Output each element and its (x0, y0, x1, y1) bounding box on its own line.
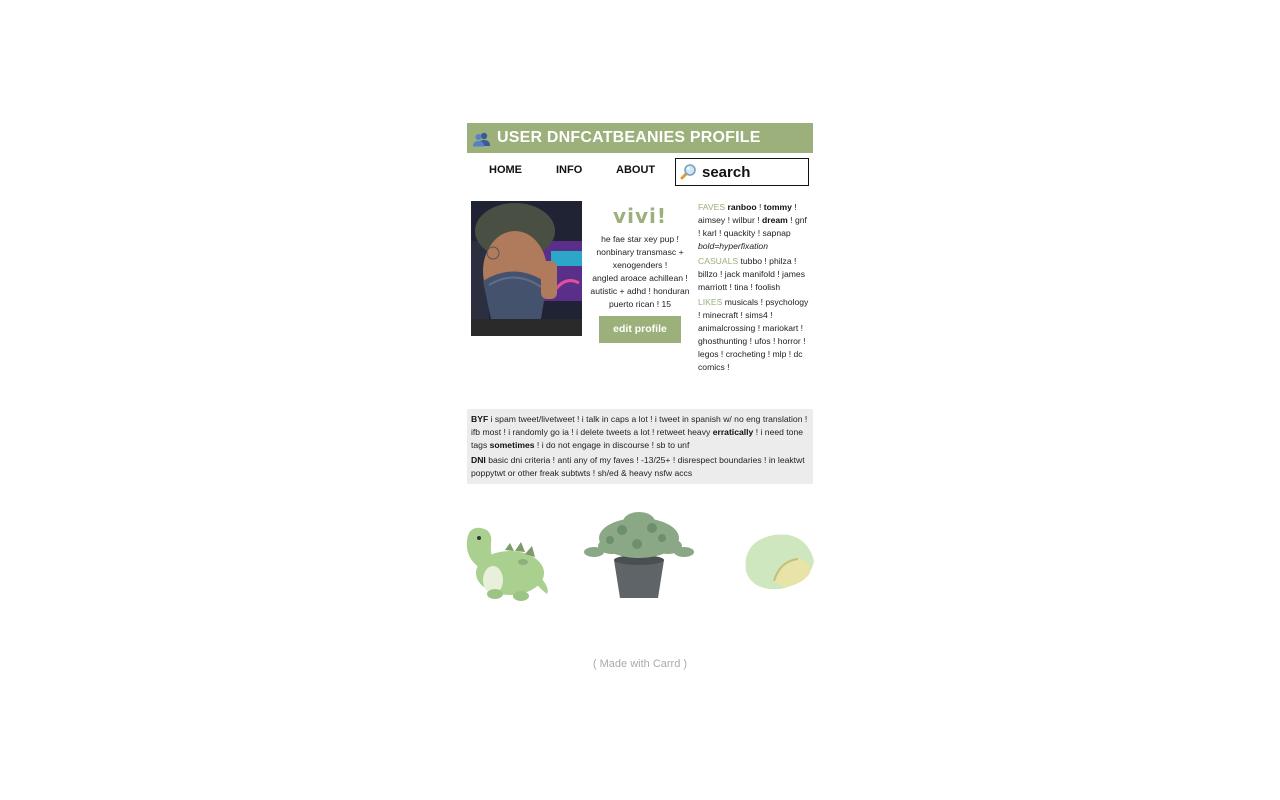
nav-home-link[interactable]: HOME (489, 164, 522, 176)
byf-section (471, 413, 809, 452)
edit-profile-button[interactable]: edit profile (599, 316, 681, 343)
profile-summary (587, 203, 693, 343)
dni-text: basic dni criteria ! anti any of my faves ! -13/25+ ! disrespect boundaries ! in leaktwt poppytwt or other freak subtwts ! sh/ed & heavy nsfw accs (471, 455, 805, 478)
dni-section (471, 454, 809, 480)
byf-text: ! i need tone tags (471, 427, 804, 450)
fave-bold: ranboo (727, 202, 757, 212)
byf-dni-box (467, 409, 813, 484)
title-bar (467, 123, 813, 153)
fave-bold: tommy (763, 202, 792, 212)
faves-text: ! (756, 202, 764, 212)
nav-bar (467, 153, 813, 201)
mochi-bun-image (740, 531, 818, 593)
potted-plant-image (582, 508, 696, 602)
bio-line: angled aroace achillean ! (592, 273, 688, 283)
interests-list (698, 201, 810, 376)
byf-text: i spam tweet/livetweet ! i talk in caps a lot ! i tweet in spanish w/ no eng translation ! ifb most ! i randomly go ia ! i delete tweets a lot ! retweet heavy (471, 414, 808, 437)
faves-text: ! gnf ! karl ! quackity ! sapnap (698, 215, 807, 238)
faves-section (698, 201, 810, 253)
search-label: search (702, 163, 751, 181)
bio-line: xenogenders ! (612, 260, 668, 270)
likes-section (698, 296, 810, 374)
faves-label: FAVES (698, 202, 726, 212)
display-name: vivi! (613, 204, 667, 228)
fave-bold: dream (762, 215, 788, 225)
bio-line: puerto rican ! 15 (608, 299, 672, 309)
casuals-section (698, 255, 810, 294)
casuals-text: tubbo ! philza ! billzo ! jack manifold ! james marriott ! tina ! foolish (698, 256, 805, 292)
bio-line: he fae star xey pup ! (601, 234, 679, 244)
faves-note: bold=hyperfixation (698, 241, 768, 251)
bio-line: autistic + adhd ! honduran (590, 286, 690, 296)
magnifier-icon (679, 163, 697, 181)
likes-text: musicals ! psychology ! minecraft ! sims4 ! animalcrossing ! mariokart ! ghosthunting ! ufos ! horror ! legos ! crocheting ! mlp ! dc comics ! (698, 297, 809, 372)
profile-card (467, 123, 813, 478)
search-button[interactable] (675, 158, 809, 186)
byf-bold: sometimes (489, 440, 535, 450)
nav-info-link[interactable]: INFO (556, 164, 583, 176)
faves-text: ! aimsey ! wilbur ! (698, 202, 797, 225)
casuals-label: CASUALS (698, 256, 739, 266)
dni-label: DNI (471, 455, 486, 465)
likes-label: LIKES (698, 297, 723, 307)
byf-label: BYF (471, 414, 489, 424)
byf-text: ! i do not engage in discourse ! sb to unf (534, 440, 690, 450)
byf-bold: erratically (712, 427, 754, 437)
profile-title: USER DNFCATBEANIES PROFILE (497, 129, 761, 146)
made-with-carrd-link[interactable]: ( Made with Carrd ) (592, 658, 688, 670)
users-icon (472, 131, 490, 147)
nav-about-link[interactable]: ABOUT (616, 164, 656, 176)
bio-line: nonbinary transmasc + (596, 247, 684, 257)
dinosaur-plush-image (455, 518, 550, 602)
bio (587, 233, 693, 311)
avatar (471, 201, 582, 336)
